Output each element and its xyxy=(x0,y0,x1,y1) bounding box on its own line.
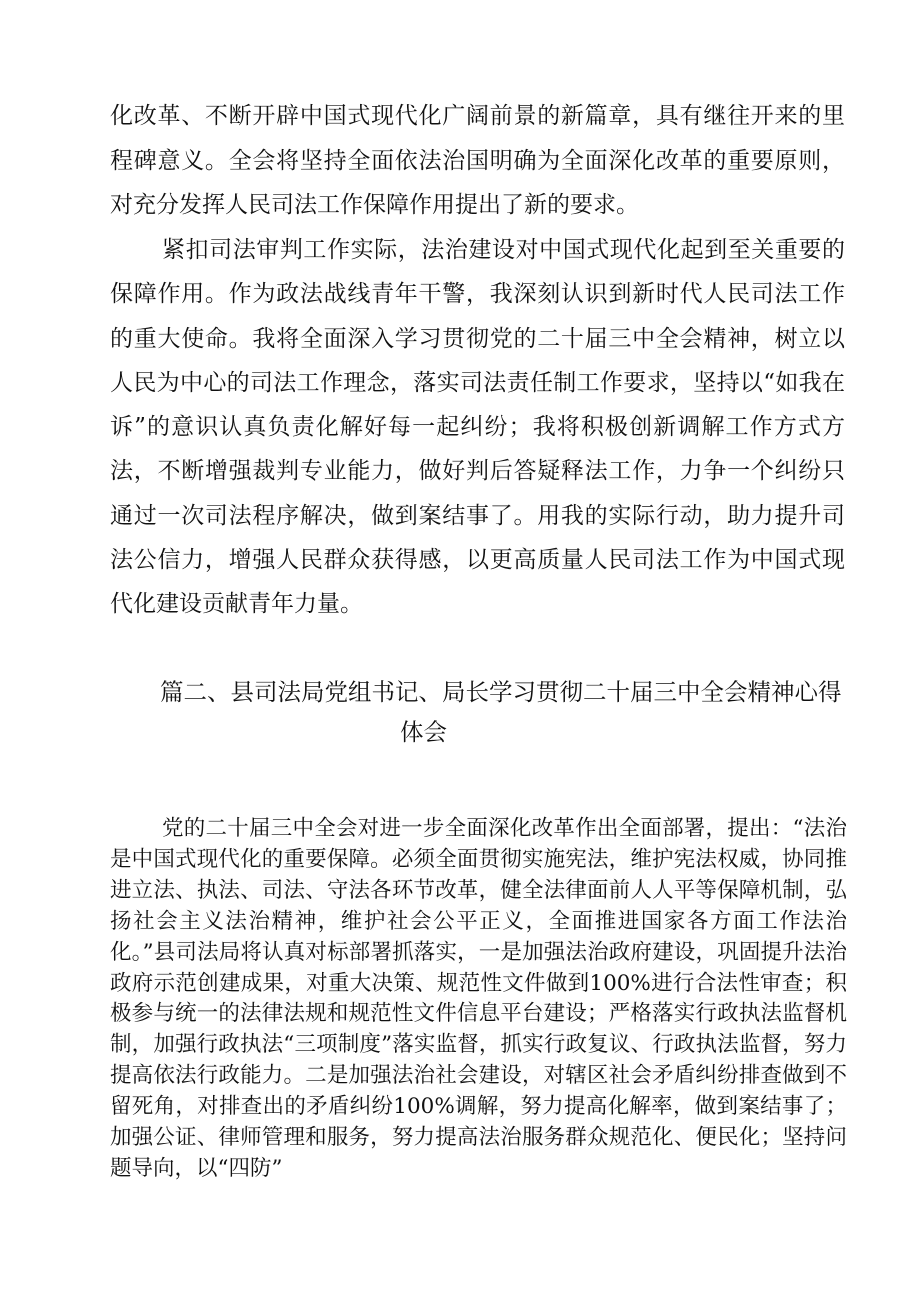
section-heading-line-1: 篇二、县司法局党组书记、局长学习贯彻二十届三中全会精神心得 xyxy=(160,678,842,706)
section-heading-line-2: 体会 xyxy=(400,718,447,746)
body-paragraph-judicial-work: 紧扣司法审判工作实际，法治建设对中国式现代化起到至关重要的保障作用。作为政法战线青年干警，我深刻认识到新时代人民司法工作的重大使命。我将全面深入学习贯彻党的二十届三中全会精神，树立以人民为中心的司法工作理念，落实司法责任制工作要求，坚持以“如我在诉”的意识认真负责化解好每一起纠纷；我将积极创新调解工作方式方法，不断增强裁判专业能力，做好判后答疑释法工作，力争一个纠纷只通过一次司法程序解决，做到案结事了。用我的实际行动，助力提升司法公信力，增强人民群众获得感，以更高质量人民司法工作为中国式现代化建设贡献青年力量。 xyxy=(110,237,845,618)
section-heading xyxy=(110,672,885,752)
body-paragraph-continuation: 化改革、不断开辟中国式现代化广阔前景的新篇章，具有继往开来的里程碑意义。全会将坚持全面依法治国明确为全面深化改革的重要原则，对充分发挥人民司法工作保障作用提出了新的要求。 xyxy=(110,103,845,218)
body-paragraph-justice-bureau: 党的二十届三中全会对进一步全面深化改革作出全面部署，提出：“法治是中国式现代化的重要保障。必须全面贯彻实施宪法，维护宪法权威，协同推进立法、执法、司法、守法各环节改革，健全法律面前人人平等保障机制，弘扬社会主义法治精神，维护社会公平正义，全面推进国家各方面工作法治化。”县司法局将认真对标部署抓落实，一是加强法治政府建设，巩固提升法治政府示范创建成果，对重大决策、规范性文件做到100%进行合法性审查；积极参与统一的法律法规和规范性文件信息平台建设；严格落实行政执法监督机制，加强行政执法“三项制度”落实监督，抓实行政复议、行政执法监督，努力提高依法行政能力。二是加强法治社会建设，对辖区社会矛盾纠纷排查做到不留死角，对排查出的矛盾纠纷100%调解，努力提高化解率，做到案结事了；加强公证、律师管理和服务，努力提高法治服务群众规范化、便民化；坚持问题导向，以“四防” xyxy=(110,816,847,1181)
